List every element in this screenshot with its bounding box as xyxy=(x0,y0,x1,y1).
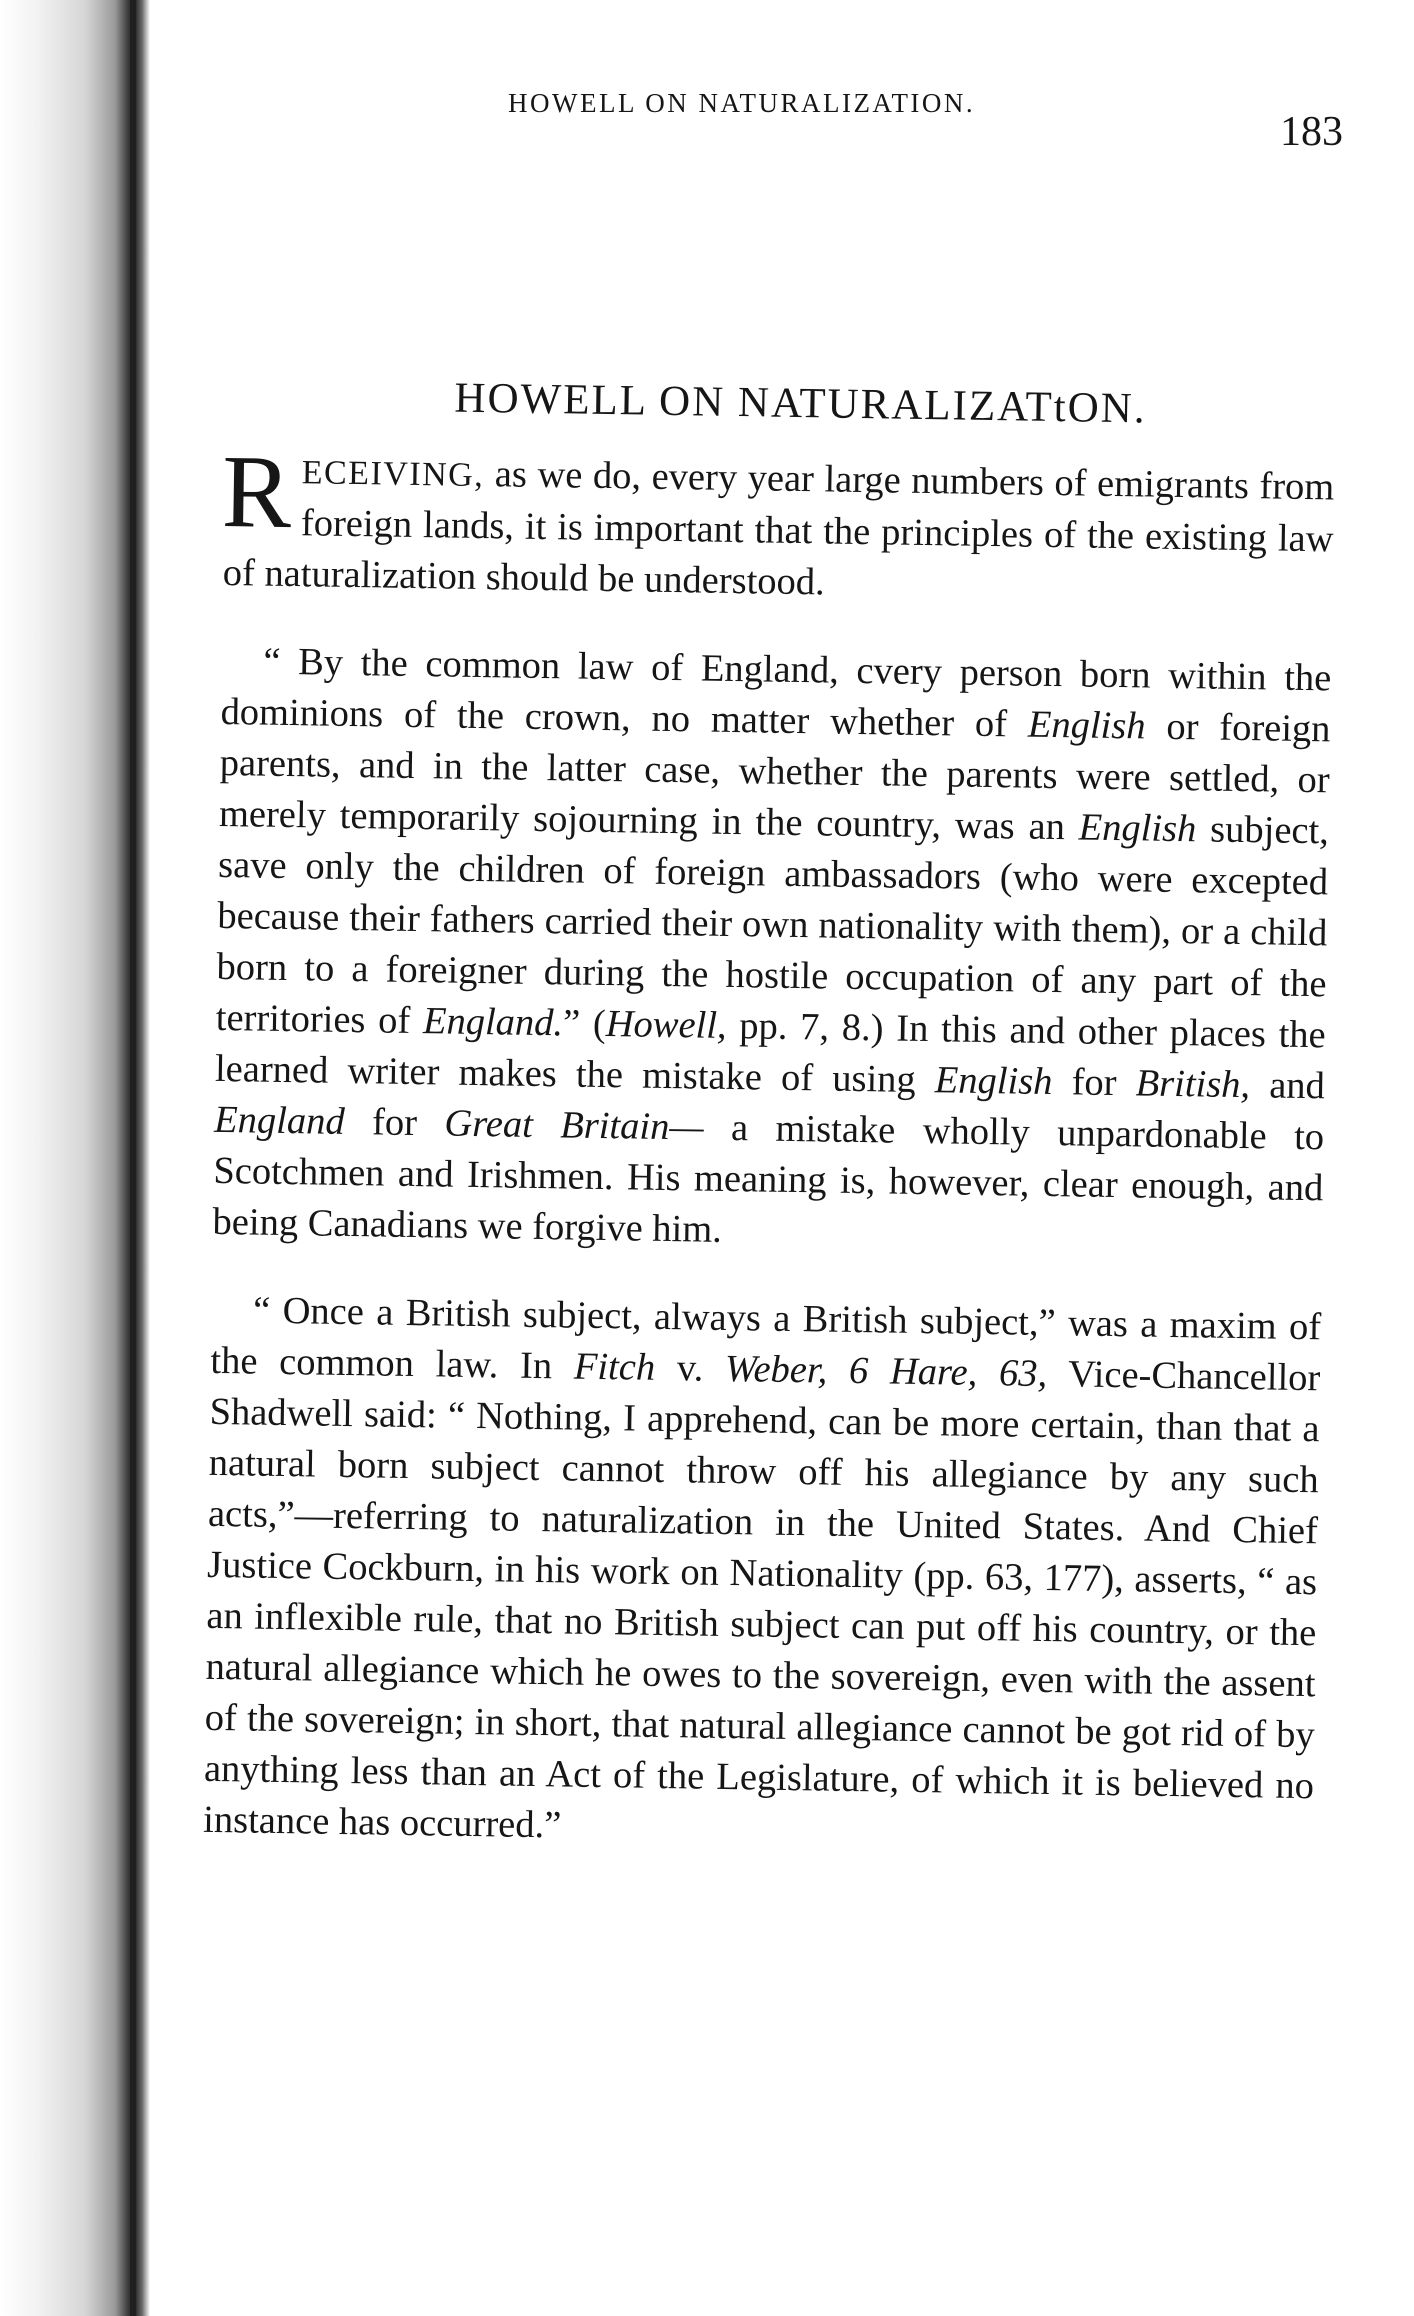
article-title: HOWELL ON NATURALIZATtON. xyxy=(454,374,1147,433)
italic-english-1: English xyxy=(1027,703,1146,748)
article-body xyxy=(203,370,1336,1863)
italic-england-1: England. xyxy=(422,1000,564,1045)
paragraph-2-text-3: subject, save only the children of foreign ambassadors (who were excepted because their fathers carried their own nationality with them), or a child born to a foreigner during the hostile occupation of any part of the territories of xyxy=(215,808,1330,1043)
paragraph-2-text-5: pp. 7, 8.) In this and other places the learned writer makes the mistake of using xyxy=(214,1004,1326,1102)
running-header: HOWELL ON NATURALIZATION. xyxy=(508,88,976,118)
italic-great-britain: Great Britain— xyxy=(444,1102,704,1149)
paragraph-2 xyxy=(212,636,1331,1265)
paragraph-2-text-4: ” ( xyxy=(562,1002,607,1046)
book-gutter-shadow xyxy=(0,0,150,2316)
italic-british: British, xyxy=(1135,1062,1251,1107)
italic-howell: Howell, xyxy=(605,1003,727,1047)
paragraph-2-text-8: for xyxy=(344,1100,445,1145)
paragraph-2-text-9: a mistake wholly unpardonable to Scotchmen and Irishmen. His meaning is, however, clear enough, and being Canadians we forgive him. xyxy=(212,1106,1325,1251)
italic-weber-citation: Weber, 6 Hare, 63, xyxy=(724,1347,1048,1396)
gutter-edge-line xyxy=(130,0,136,2316)
paragraph-2-text-2: or foreign parents, and in the latter case, whether the parents were settled, or merely temporarily sojourning in the country, was an xyxy=(218,705,1331,849)
paragraph-1 xyxy=(221,433,1335,616)
paragraph-3 xyxy=(203,1285,1322,1863)
paragraph-3-text-3: Vice-Chancellor Shadwell said: “ Nothing, I apprehend, can be more certain, than that a natural born subject cannot throw off his allegiance by any such acts,”—referring to naturalization in the United States. And Chief Justice Cockburn, in his work on Nationality (pp. 63, 177), asserts, “ as an inflexible rule, that no British subject can put off his country, or the natural allegiance which he owes to the sovereign, even with the assent of the sovereign; in short, that natural allegiance cannot be got rid of by anything less than an Act of the Legislature, of which it is believed no instance has occurred.” xyxy=(202,1353,1321,1847)
italic-england-2: England xyxy=(213,1098,346,1143)
italic-english-3: English xyxy=(934,1059,1053,1104)
paragraph-2-text-1: “ By the common law of England, cvery person born within the dominions of the crown, no matter whether of xyxy=(220,640,1332,746)
italic-fitch: Fitch xyxy=(573,1345,656,1389)
paragraph-3-text-2: v. xyxy=(654,1346,726,1390)
paragraph-2-text-7: and xyxy=(1249,1064,1326,1108)
paragraph-3-text-1: “ Once a British subject, always a British subject,” was a maxim of the common law. In xyxy=(210,1289,1322,1388)
italic-english-2: English xyxy=(1078,806,1197,851)
opening-word: ECEIVING, xyxy=(301,454,485,495)
page-number: 183 xyxy=(1280,109,1343,155)
paragraph-1-text: as we do, every year large numbers of emigrants from foreign lands, it is important that the principles of the existing law of naturalization should be understood. xyxy=(222,453,1335,604)
paragraph-2-text-6: for xyxy=(1052,1061,1137,1105)
drop-cap: R xyxy=(221,433,293,551)
